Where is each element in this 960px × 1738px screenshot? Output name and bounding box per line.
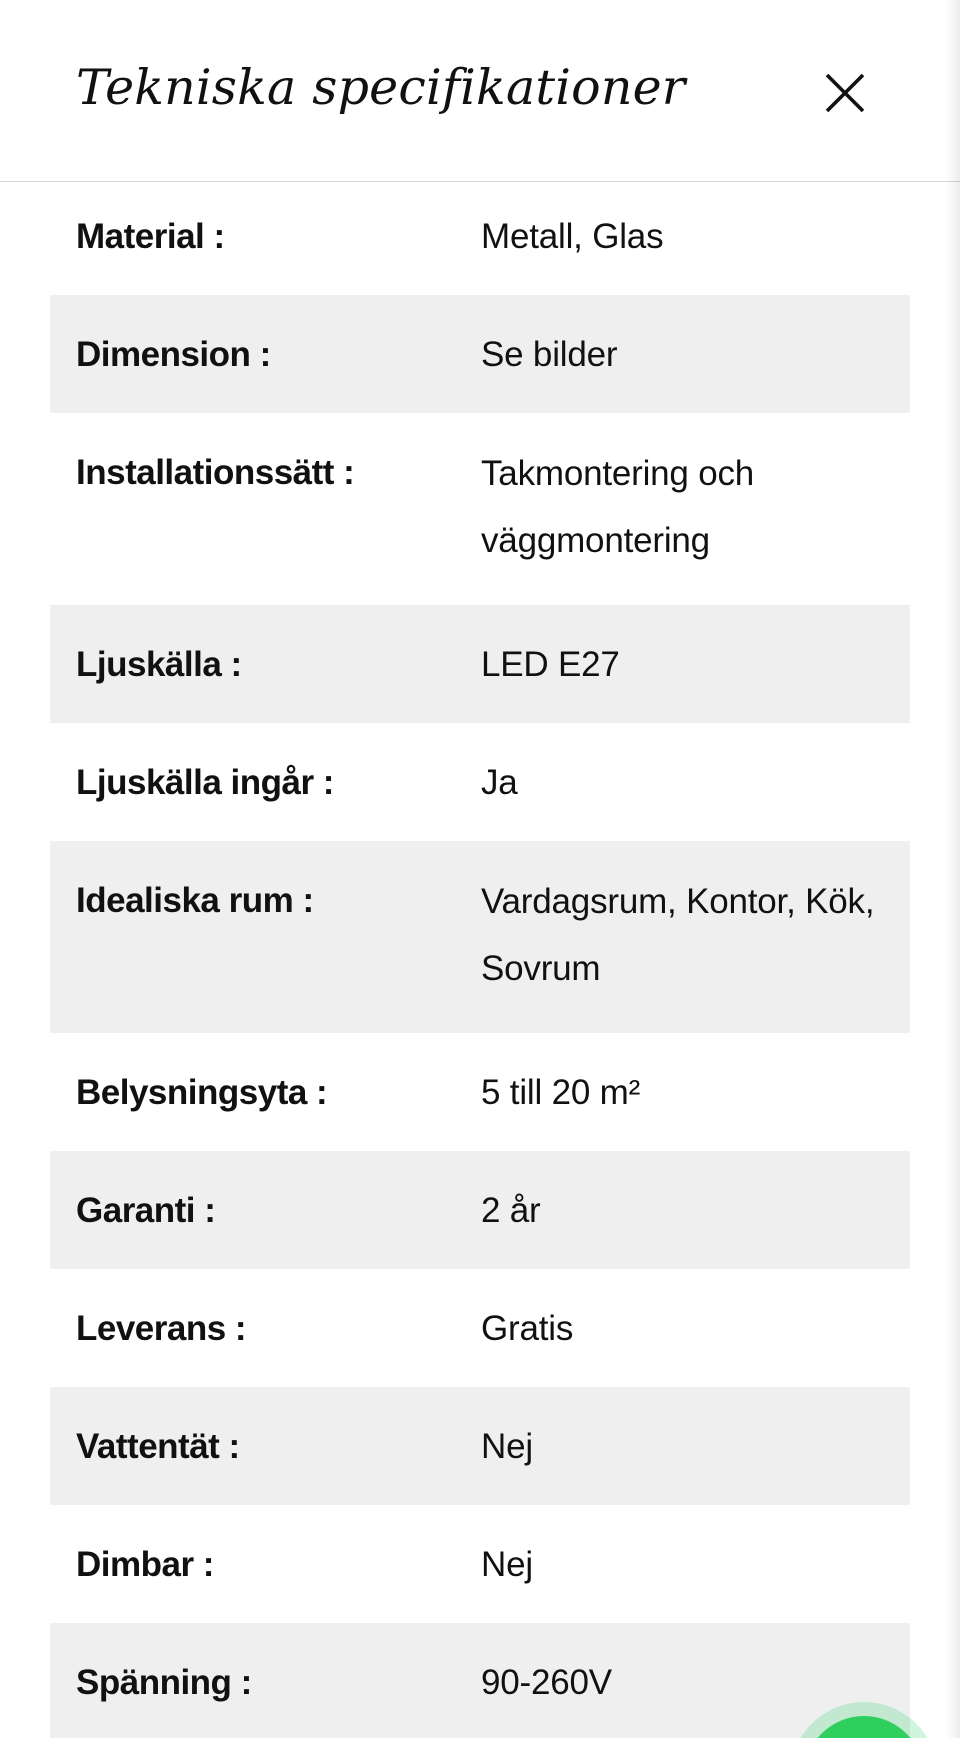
spec-value: Vardagsrum, Kontor, Kök, Sovrum: [481, 882, 875, 988]
spec-label: Ljuskälla ingår :: [76, 763, 334, 802]
spec-label: Material :: [76, 217, 225, 256]
spec-value: 5 till 20 m²: [481, 1073, 641, 1112]
spec-row-ideal-rooms: [50, 841, 910, 1033]
chat-icon: [804, 1716, 924, 1738]
spec-value: Metall, Glas: [481, 217, 664, 256]
spec-value: LED E27: [481, 645, 620, 684]
spec-row-dimmable: [50, 1505, 910, 1623]
spec-label: Leverans :: [76, 1309, 247, 1348]
spec-row-lighting-area: [50, 1033, 910, 1151]
spec-row-warranty: [50, 1151, 910, 1269]
drawer-edge-shadow: [946, 0, 960, 1738]
spec-value: Nej: [481, 1545, 533, 1584]
close-icon: [824, 72, 866, 114]
spec-row-installation: [50, 413, 910, 605]
spec-row-light-source-included: [50, 723, 910, 841]
spec-label: Idealiska rum :: [76, 881, 314, 920]
spec-row-light-source: [50, 605, 910, 723]
spec-label: Spänning :: [76, 1663, 252, 1702]
spec-row-delivery: [50, 1269, 910, 1387]
spec-row-material: [50, 177, 910, 295]
spec-value: Ja: [481, 763, 518, 802]
close-button[interactable]: [816, 64, 874, 122]
spec-row-waterproof: [50, 1387, 910, 1505]
spec-row-voltage: [50, 1623, 910, 1738]
spec-value: 2 år: [481, 1191, 541, 1230]
spec-label: Installationssätt :: [76, 453, 355, 492]
spec-label: Ljuskälla :: [76, 645, 242, 684]
drawer-header: [0, 0, 960, 182]
spec-value: Se bilder: [481, 335, 618, 374]
spec-table: [50, 177, 910, 1738]
spec-row-dimension: [50, 295, 910, 413]
spec-value: 90-260V: [481, 1663, 612, 1702]
spec-label: Garanti :: [76, 1191, 216, 1230]
spec-label: Vattentät :: [76, 1427, 240, 1466]
page-title: Tekniska specifikationer: [76, 59, 686, 116]
spec-value: Gratis: [481, 1309, 574, 1348]
spec-value: Nej: [481, 1427, 533, 1466]
spec-value: Takmontering och väggmontering: [481, 454, 755, 560]
spec-label: Dimension :: [76, 335, 271, 374]
spec-label: Dimbar :: [76, 1545, 214, 1584]
spec-label: Belysningsyta :: [76, 1073, 328, 1112]
